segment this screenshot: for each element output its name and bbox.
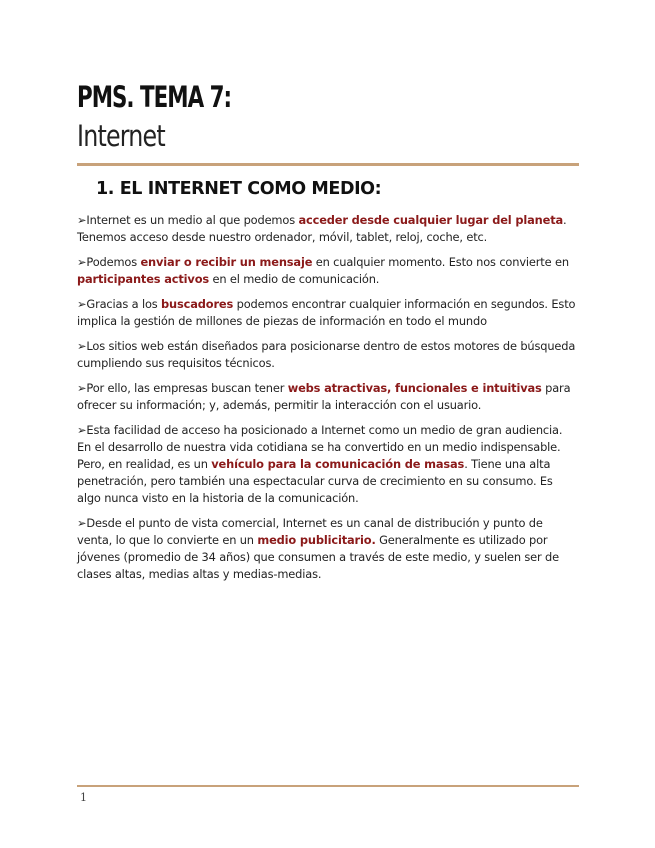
- paragraph: [77, 296, 579, 330]
- paragraph-text: . Tenemos acceso desde nuestro ordenador, móvil, tablet, reloj, coche, etc.: [77, 213, 567, 244]
- paragraph: [77, 338, 579, 372]
- paragraph: [77, 515, 579, 583]
- highlighted-text: medio publicitario.: [257, 533, 376, 547]
- paragraph-text: para ofrecer su información; y, además, permitir la interacción con el usuario.: [77, 381, 571, 412]
- paragraph-text: Generalmente es utilizado por jóvenes (promedio de 34 años) que consumen a través de este medio, y suelen ser de clases altas, medias altas y medias-medias.: [77, 533, 559, 581]
- page-number: 1: [80, 791, 87, 804]
- paragraph-text: . Tiene una alta penetración, pero también una espectacular curva de crecimiento en su consumo. Es algo nunca visto en la historia de la comunicación.: [77, 457, 553, 505]
- paragraph-text: en cualquier momento. Esto nos convierte en: [312, 255, 569, 269]
- page-title: PMS. TEMA 7:: [77, 80, 232, 114]
- paragraph-text: ➢Desde el punto de vista comercial, Internet es un canal de distribución y punto de venta, lo que lo convierte en un: [77, 516, 543, 547]
- paragraph-text: ➢Esta facilidad de acceso ha posicionado a Internet como un medio de gran audiencia. En el desarrollo de nuestra vida cotidiana se ha convertido en un medio indispensable. Pero, en realidad, es un: [77, 423, 563, 471]
- highlighted-text: participantes activos: [77, 272, 209, 286]
- paragraph-text: ➢Internet es un medio al que podemos: [77, 213, 299, 227]
- body-text: [77, 212, 579, 591]
- paragraph: [77, 212, 579, 246]
- paragraph: [77, 380, 579, 414]
- page-subtitle: Internet: [77, 119, 165, 153]
- title-block: [77, 80, 579, 154]
- paragraph-text: en el medio de comunicación.: [209, 272, 380, 286]
- title-divider: [77, 163, 579, 166]
- paragraph-text: podemos encontrar cualquier información en segundos. Esto implica la gestión de millones de piezas de información en todo el mundo: [77, 297, 576, 328]
- paragraph-text: ➢Gracias a los: [77, 297, 162, 311]
- highlighted-text: webs atractivas, funcionales e intuitivas: [287, 381, 542, 395]
- paragraph-text: ➢Podemos: [77, 255, 141, 269]
- section-heading: 1. EL INTERNET COMO MEDIO:: [96, 179, 382, 199]
- highlighted-text: acceder desde cualquier lugar del planeta: [298, 213, 564, 227]
- document-page: [77, 0, 579, 848]
- paragraph-text: ➢Por ello, las empresas buscan tener: [77, 381, 288, 395]
- highlighted-text: buscadores: [161, 297, 234, 311]
- highlighted-text: vehículo para la comunicación de masas: [211, 457, 465, 471]
- paragraph: [77, 254, 579, 288]
- highlighted-text: enviar o recibir un mensaje: [140, 255, 313, 269]
- footer-divider: [77, 785, 579, 787]
- paragraph-text: ➢Los sitios web están diseñados para posicionarse dentro de estos motores de búsqueda cumpliendo sus requisitos técnicos.: [77, 339, 576, 370]
- paragraph: [77, 422, 579, 507]
